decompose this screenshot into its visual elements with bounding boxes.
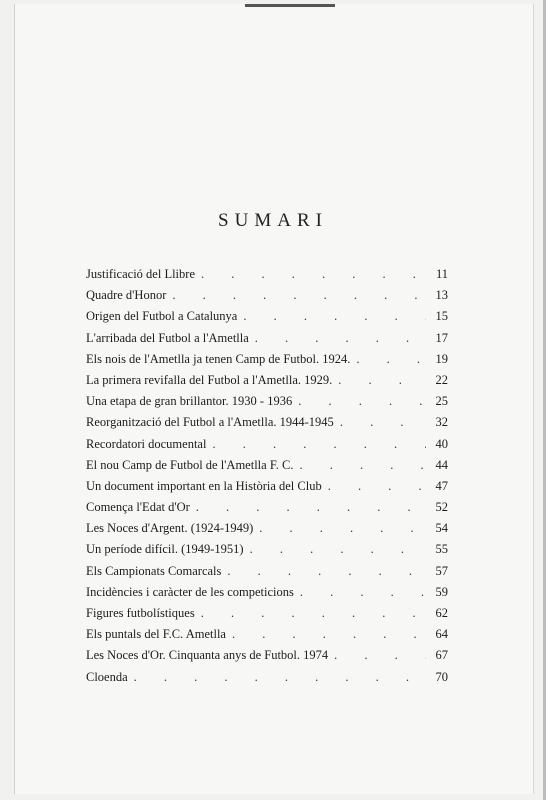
dot-leader <box>201 606 426 621</box>
toc-entry <box>86 288 448 309</box>
toc-entry-title: Reorganització del Futbol a l'Ametlla. 1944-1945 <box>86 415 334 430</box>
toc-entry <box>86 500 448 521</box>
table-of-contents <box>86 267 448 691</box>
dot-leader <box>300 458 427 473</box>
toc-page-number: 15 <box>435 309 448 324</box>
toc-page-number: 40 <box>435 436 448 451</box>
dot-leader <box>172 288 426 303</box>
toc-page-number: 59 <box>435 584 448 599</box>
toc-entry <box>86 606 448 627</box>
toc-page-number: 11 <box>435 267 448 281</box>
toc-entry <box>86 458 448 479</box>
toc-page-number: 62 <box>435 606 448 620</box>
toc-entry-title: Un període difícil. (1949-1951) <box>86 542 244 557</box>
dot-leader <box>338 373 426 388</box>
dot-leader <box>300 585 426 600</box>
toc-page-number: 70 <box>435 669 448 684</box>
toc-page-number: 67 <box>435 648 448 663</box>
toc-entry <box>86 267 448 288</box>
toc-entry <box>86 585 448 606</box>
toc-entry-title: El nou Camp de Futbol de l'Ametlla F. C. <box>86 457 294 472</box>
toc-entry-title: Els Campionats Comarcals <box>86 563 222 578</box>
toc-entry-title: Els nois de l'Ametlla ja tenen Camp de Futbol. 1924. <box>86 351 351 366</box>
dot-leader <box>232 627 426 642</box>
toc-entry <box>86 331 448 352</box>
toc-entry-title: Quadre d'Honor <box>86 288 167 303</box>
toc-entry <box>86 373 448 394</box>
toc-entry-title: Un document important en la Història del Club <box>86 478 322 493</box>
dot-leader <box>298 394 426 409</box>
toc-page-number: 25 <box>435 394 448 409</box>
dot-leader <box>212 437 426 452</box>
toc-entry-title: Cloenda <box>86 669 128 684</box>
toc-page-number: 13 <box>435 288 448 303</box>
toc-entry <box>86 352 448 373</box>
toc-entry-title: La primera revifalla del Futbol a l'Ametlla. 1929. <box>86 372 333 387</box>
dot-leader <box>250 542 426 557</box>
dot-leader <box>134 670 426 685</box>
toc-page-number: 57 <box>435 563 448 578</box>
dot-leader <box>255 331 426 346</box>
toc-page-number: 17 <box>435 330 448 345</box>
toc-entry <box>86 627 448 648</box>
dot-leader <box>243 309 426 324</box>
dot-leader <box>328 479 426 494</box>
toc-page-number: 55 <box>435 542 448 557</box>
toc-entry-title: Comença l'Edat d'Or <box>86 500 190 515</box>
toc-entry <box>86 415 448 436</box>
toc-entry <box>86 542 448 563</box>
toc-entry <box>86 648 448 669</box>
dot-leader <box>334 648 426 663</box>
toc-entry-title: Recordatori documental <box>86 436 207 451</box>
toc-entry-title: Origen del Futbol a Catalunya <box>86 309 238 324</box>
toc-page-number: 44 <box>435 457 448 472</box>
dot-leader <box>227 564 426 579</box>
toc-page-number: 54 <box>435 521 448 536</box>
dot-leader <box>201 267 426 282</box>
dot-leader <box>259 521 426 536</box>
toc-page-number: 64 <box>435 627 448 642</box>
toc-entry <box>86 564 448 585</box>
toc-page-number: 52 <box>435 500 448 515</box>
toc-entry-title: Figures futbolístiques <box>86 606 195 620</box>
toc-page-number: 19 <box>435 351 448 366</box>
page-title: SUMARI <box>218 210 328 231</box>
toc-entry <box>86 309 448 330</box>
top-edge-mark <box>245 4 335 7</box>
toc-entry <box>86 394 448 415</box>
toc-page-number: 32 <box>435 415 448 430</box>
toc-entry-title: Una etapa de gran brillantor. 1930 - 1936 <box>86 394 293 409</box>
toc-entry <box>86 670 448 691</box>
toc-entry-title: Els puntals del F.C. Ametlla <box>86 627 226 642</box>
toc-entry <box>86 479 448 500</box>
toc-entry-title: Justificació del Llibre <box>86 267 195 281</box>
dot-leader <box>356 352 426 367</box>
dot-leader <box>196 500 426 515</box>
toc-entry <box>86 521 448 542</box>
dot-leader <box>340 415 426 430</box>
toc-entry <box>86 437 448 458</box>
toc-page-number: 47 <box>435 478 448 493</box>
toc-page-number: 22 <box>435 372 448 387</box>
toc-entry-title: L'arribada del Futbol a l'Ametlla <box>86 330 249 345</box>
toc-entry-title: Incidències i caràcter de les competicions <box>86 584 294 599</box>
toc-entry-title: Les Noces d'Argent. (1924-1949) <box>86 521 254 536</box>
toc-entry-title: Les Noces d'Or. Cinquanta anys de Futbol. 1974 <box>86 648 329 663</box>
